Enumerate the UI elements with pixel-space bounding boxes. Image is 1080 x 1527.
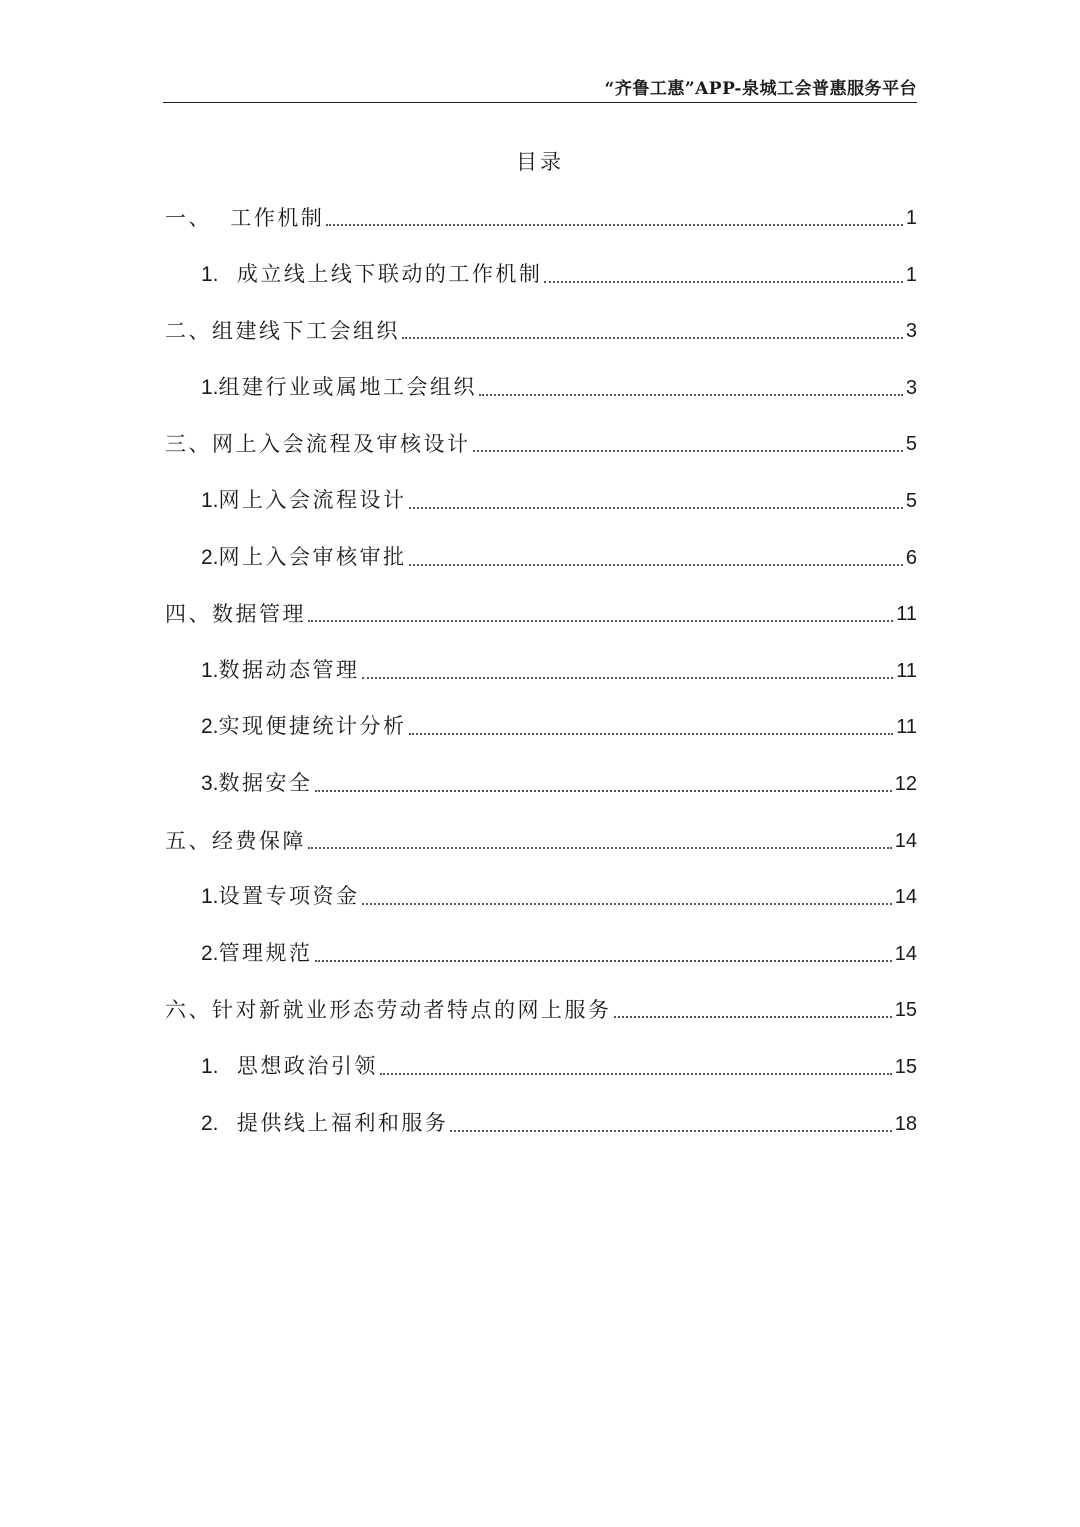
toc-leader-dots <box>380 1073 892 1075</box>
toc-entry-title: 成立线上线下联动的工作机制 <box>236 261 543 286</box>
toc-entry[interactable] <box>201 653 917 685</box>
toc-leader-dots <box>544 281 903 283</box>
toc-page-number: 6 <box>905 546 917 569</box>
toc-entry-text <box>165 600 306 628</box>
toc-entry-title: 针对新就业形态劳动者特点的网上服务 <box>212 998 612 1023</box>
toc-leader-dots <box>409 564 903 566</box>
toc-entry-number: 六、 <box>165 998 212 1023</box>
toc-entry-title: 网上入会流程设计 <box>218 488 407 512</box>
toc-entry[interactable] <box>201 936 917 968</box>
toc-entry-number: 1. <box>201 489 219 512</box>
header-text: “齐鲁工惠”APP-泉城工会普惠服务平台 <box>604 79 917 99</box>
toc-entry[interactable] <box>165 200 917 232</box>
toc-entry-gap <box>219 1111 237 1135</box>
toc-entry-text <box>165 430 471 458</box>
toc-entry-text <box>201 1052 378 1081</box>
toc-page-number: 1 <box>905 207 917 229</box>
toc-entry-number: 2. <box>201 545 219 569</box>
toc-entry-title: 网上入会流程及审核设计 <box>212 432 471 457</box>
toc-entry-text <box>201 656 360 685</box>
toc-entry-title: 思想政治引领 <box>236 1054 378 1078</box>
toc-entry-text <box>165 317 400 345</box>
toc-entry-number: 2. <box>201 941 219 965</box>
toc-page-number: 12 <box>894 773 917 795</box>
toc-entry-text <box>201 543 407 572</box>
toc-entry-title: 数据安全 <box>218 771 313 795</box>
toc-entry[interactable] <box>201 540 917 572</box>
toc-entry-text <box>201 939 313 968</box>
toc-entry-title: 设置专项资金 <box>218 884 360 909</box>
toc-entry[interactable] <box>165 426 917 458</box>
toc-entry-text <box>201 373 477 402</box>
toc-leader-dots <box>409 507 903 509</box>
toc-page-number: 11 <box>896 716 917 739</box>
toc-page-number: 5 <box>905 490 917 512</box>
toc-page-number: 1 <box>905 263 917 286</box>
toc-entry-title: 网上入会审核审批 <box>218 544 407 569</box>
toc-entry[interactable] <box>165 992 917 1024</box>
toc-entry[interactable] <box>201 766 917 798</box>
toc-leader-dots <box>614 1016 892 1018</box>
toc-entry-text <box>201 260 542 289</box>
toc-leader-dots <box>479 394 903 396</box>
toc-entry-number: 三、 <box>165 432 212 457</box>
toc-entry[interactable] <box>201 483 917 515</box>
toc-entry-text <box>201 712 407 741</box>
page-header <box>163 78 917 103</box>
toc-entry-title: 提供线上福利和服务 <box>236 1110 449 1135</box>
toc-leader-dots <box>308 847 892 849</box>
toc-entry[interactable] <box>201 879 917 911</box>
toc-entry-number: 2. <box>201 1111 219 1135</box>
toc-leader-dots <box>402 337 903 339</box>
toc-entry-gap <box>219 262 237 286</box>
toc-entry-number: 二、 <box>165 319 212 344</box>
toc-page-number: 15 <box>894 1056 917 1078</box>
toc-entry-title: 管理规范 <box>218 940 313 965</box>
toc-page-number: 18 <box>894 1112 917 1135</box>
toc-leader-dots <box>409 733 894 735</box>
toc-entry-number: 1. <box>201 262 219 286</box>
toc-page-number: 14 <box>894 942 917 965</box>
toc-entry-text <box>201 769 313 798</box>
toc-entry-number: 1. <box>201 375 219 399</box>
toc-entry-title: 数据管理 <box>212 602 306 627</box>
toc-title: 目录 <box>516 150 564 174</box>
toc-page-number: 14 <box>894 829 917 852</box>
toc-entry-number: 一、 <box>165 206 212 230</box>
toc-entry-number: 2. <box>201 715 219 739</box>
toc-entry-title: 实现便捷统计分析 <box>218 714 407 739</box>
toc-entry[interactable] <box>201 257 917 289</box>
toc-leader-dots <box>308 620 893 622</box>
toc-leader-dots <box>326 224 903 226</box>
toc-entry-number: 1. <box>201 1055 219 1078</box>
toc-leader-dots <box>362 903 892 905</box>
toc-entry-number: 3. <box>201 772 219 795</box>
toc-entry-text <box>201 486 407 515</box>
toc-entry-text <box>165 204 324 232</box>
toc-entry[interactable] <box>201 709 917 741</box>
toc-entry-text <box>201 1109 448 1138</box>
toc-entry[interactable] <box>201 1049 917 1081</box>
toc-leader-dots <box>315 790 892 792</box>
toc-entry-text <box>201 882 360 911</box>
toc-page-number: 11 <box>896 659 917 682</box>
toc-entry-number: 五、 <box>165 828 212 853</box>
toc-page-number: 5 <box>905 433 917 456</box>
toc-entry[interactable] <box>201 1106 917 1138</box>
toc-page-number: 15 <box>894 999 917 1022</box>
toc-page-number: 3 <box>905 320 917 343</box>
toc-entry-text <box>165 996 612 1024</box>
toc-entry-text <box>165 827 306 855</box>
toc-leader-dots <box>315 960 892 962</box>
toc-entry-title: 数据动态管理 <box>218 657 360 682</box>
toc-page-number: 11 <box>896 603 917 626</box>
toc-entry-title: 经费保障 <box>212 828 306 853</box>
toc-page-number: 14 <box>894 886 917 909</box>
toc-entry-title: 组建行业或属地工会组织 <box>218 374 478 399</box>
toc-leader-dots <box>473 450 903 452</box>
toc-entry[interactable] <box>165 823 917 855</box>
toc-entry[interactable] <box>201 370 917 402</box>
toc-leader-dots <box>450 1130 891 1132</box>
toc-leader-dots <box>362 677 894 679</box>
toc-entry[interactable] <box>165 313 917 345</box>
toc-entry-title: 工作机制 <box>230 206 325 230</box>
toc-page-number: 3 <box>905 376 917 399</box>
toc-entry-gap <box>212 206 230 230</box>
toc-entry-gap <box>219 1054 237 1078</box>
toc-entry-number: 四、 <box>165 602 212 627</box>
toc-entry-number: 1. <box>201 885 219 909</box>
toc-entry[interactable] <box>165 596 917 628</box>
toc-entry-number: 1. <box>201 658 219 682</box>
toc-entry-title: 组建线下工会组织 <box>212 319 400 344</box>
